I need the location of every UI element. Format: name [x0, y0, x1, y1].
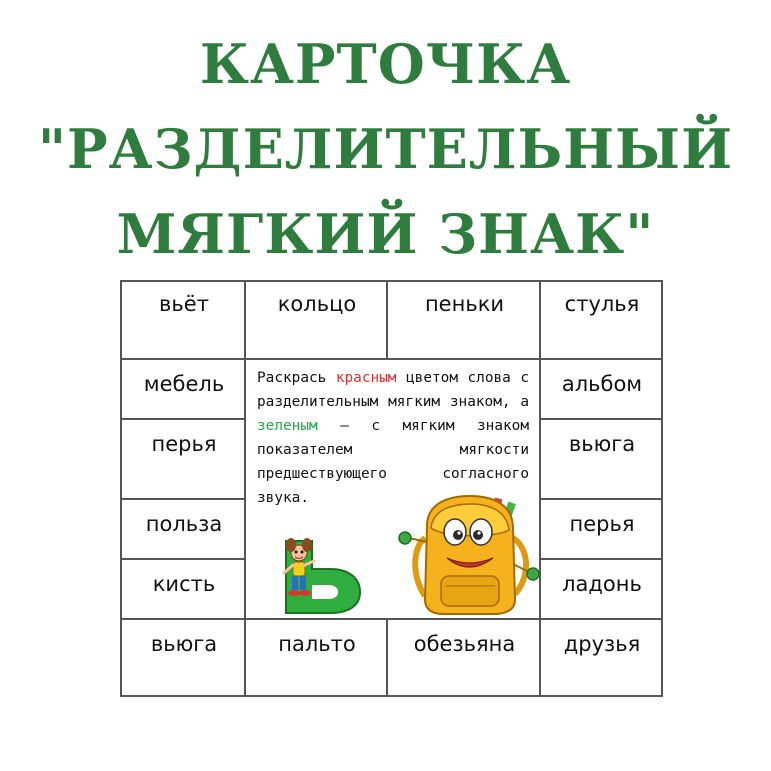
instruction-part-3: – с мягким знаком показателем мягкости предшествующего согласного звука.	[257, 418, 529, 506]
cartoon-backpack-icon	[395, 468, 545, 618]
word-cell: друзья	[563, 632, 641, 656]
word-cell: польза	[145, 512, 223, 536]
word-cell: альбом	[561, 372, 643, 396]
title-line-2: "РАЗДЕЛИТЕЛЬНЫЙ	[37, 117, 734, 181]
word-cell: стулья	[564, 292, 640, 316]
table-border-bottom	[120, 695, 663, 697]
table-line-row4-left	[120, 558, 244, 560]
table-line-row3-left	[120, 498, 244, 500]
table-line-row1	[120, 358, 663, 360]
table-line-row2-right	[539, 418, 663, 420]
word-cell: пальто	[278, 632, 356, 656]
soft-sign-character-icon	[272, 535, 372, 615]
instruction-red-word: красным	[335, 370, 397, 386]
word-cell: обезьяна	[413, 632, 516, 656]
card-title	[0, 22, 771, 277]
word-cell: вьюга	[568, 432, 636, 456]
instruction-part-2: цветом слова с разделительным мягким знаком, а	[257, 370, 529, 410]
title-line-3: МЯГКИЙ ЗНАК"	[116, 202, 655, 266]
word-cell: перья	[151, 432, 217, 456]
word-cell: вьюга	[150, 632, 218, 656]
word-cell: ладонь	[562, 572, 642, 596]
word-cell: вьёт	[159, 292, 209, 316]
table-line-row4-right	[539, 558, 663, 560]
instruction-green-word: зеленым	[257, 418, 318, 434]
word-cell: кольцо	[277, 292, 357, 316]
word-cell: мебель	[143, 372, 225, 396]
word-cell: пеньки	[424, 292, 505, 316]
table-line-row5	[120, 618, 663, 620]
word-cell: кисть	[152, 572, 216, 596]
word-cell: перья	[569, 512, 635, 536]
title-line-1: КАРТОЧКА	[199, 32, 572, 96]
table-line-row2-left	[120, 418, 244, 420]
table-border-top	[120, 280, 663, 282]
table-line-row3-right	[539, 498, 663, 500]
instruction-part-1: Раскрась	[257, 370, 336, 386]
table-line-col2-bottom	[386, 618, 388, 697]
